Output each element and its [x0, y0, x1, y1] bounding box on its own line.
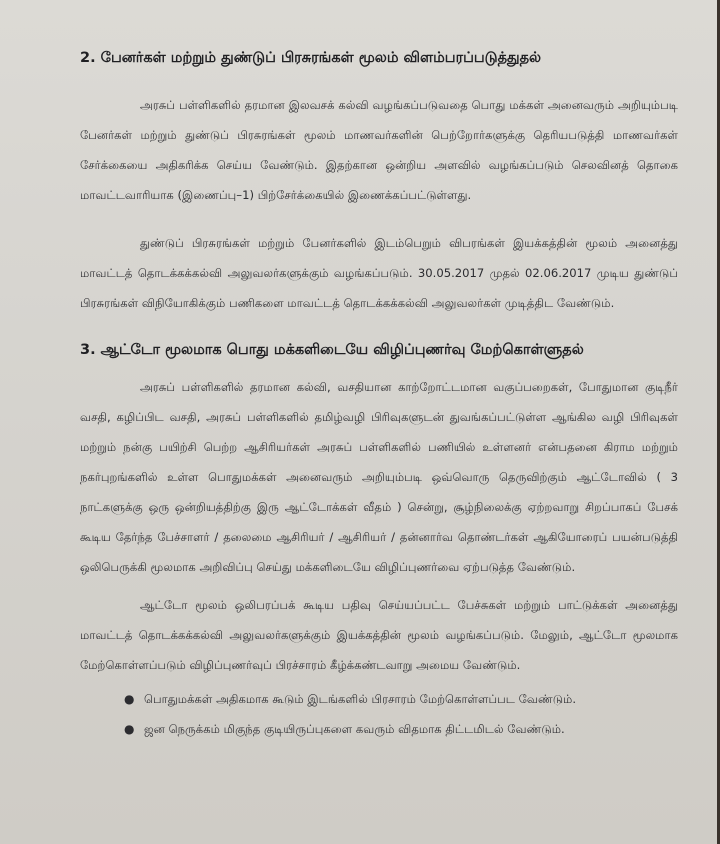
section-3-paragraph-2	[80, 590, 678, 680]
bullet-icon: ●	[124, 692, 135, 706]
list-item	[124, 714, 678, 744]
section-3-paragraph-2-text: ஆட்டோ மூலம் ஒலிபரப்பக் கூடிய பதிவு செய்யப்பட்ட பேச்சுகள் மற்றும் பாட்டுக்கள் அனைத்து மாவட்டத் தொடக்கக்கல்வி அலுவலர்களுக்கும் இயக்கத்தின் மூலம் வழங்கப்படும். மேலும், ஆட்டோ மூலமாக மேற்கொள்ளப்படும் விழிப்புணர்வுப் பிரச்சாரம் கீழ்க்கண்டவாறு அமைய வேண்டும்.	[80, 598, 678, 672]
list-item	[124, 684, 678, 714]
section-2-paragraph-2	[80, 228, 678, 318]
list-item-text: பொதுமக்கள் அதிகமாக கூடும் இடங்களில் பிரசாரம் மேற்கொள்ளப்பட வேண்டும்.	[144, 692, 577, 706]
list-item-text: ஜன நெருக்கம் மிகுந்த குடியிருப்புகளை கவரும் விதமாக திட்டமிடல் வேண்டும்.	[144, 722, 565, 736]
section-3-heading: 3. ஆட்டோ மூலமாக பொது மக்களிடையே விழிப்புணர்வு மேற்கொள்ளுதல்	[80, 342, 584, 358]
section-2-heading: 2. பேனர்கள் மற்றும் துண்டுப் பிரசுரங்கள் மூலம் விளம்பரப்படுத்துதல்	[80, 50, 542, 66]
section-3-paragraph-1	[80, 372, 678, 582]
section-2-paragraph-1-text: அரசுப் பள்ளிகளில் தரமான இலவசக் கல்வி வழங்கப்படுவதை பொது மக்கள் அனைவரும் அறியும்படி பேனர்கள் மற்றும் துண்டுப் பிரசுரங்கள் மூலம் மாணவர்களின் பெற்றோர்களுக்கு தெரியபடுத்தி மாணவர்கள் சேர்க்கையை அதிகரிக்க செய்ய வேண்டும். இதற்கான ஒன்றிய அளவில் வழங்கப்படும் செலவினத் தொகை மாவட்டவாரியாக (இணைப்பு–1) பிற்சேர்க்கையில் இணைக்கப்பட்டுள்ளது.	[80, 98, 678, 202]
section-2-paragraph-1	[80, 90, 678, 210]
section-3-paragraph-1-text: அரசுப் பள்ளிகளில் தரமான கல்வி, வசதியான காற்றோட்டமான வகுப்பறைகள், போதுமான குடிநீர் வசதி, கழிப்பிட வசதி, அரசுப் பள்ளிகளில் தமிழ்வழி பிரிவுகளுடன் துவங்கப்பட்டுள்ள ஆங்கில வழி பிரிவுகள் மற்றும் நன்கு பயிற்சி பெற்ற ஆசிரியர்கள் அரசுப் பள்ளிகளில் பணியில் உள்ளனர் என்பதனை கிராம மற்றும் நகர்புறங்களில் உள்ள பொதுமக்கள் அனைவரும் அறியும்படி ஒவ்வொரு தெருவிற்கும் ஆட்டோவில் ( 3 நாட்களுக்கு ஒரு ஒன்றியத்திற்கு இரு ஆட்டோக்கள் வீதம் ) சென்று, சூழ்நிலைக்கு ஏற்றவாறு சிறப்பாகப் பேசக் கூடிய தேர்ந்த பேச்சாளர் / தலைமை ஆசிரியர் / ஆசிரியர் / தன்னார்வ தொண்டர்கள் ஆகியோரைப் பயன்படுத்தி ஒலிபெருக்கி மூலமாக அறிவிப்பு செய்து மக்களிடையே விழிப்புணர்வை ஏற்படுத்த வேண்டும்.	[80, 380, 678, 574]
section-2-paragraph-2-text: துண்டுப் பிரசுரங்கள் மற்றும் பேனர்களில் இடம்பெறும் விபரங்கள் இயக்கத்தின் மூலம் அனைத்து மாவட்டத் தொடக்கக்கல்வி அலுவலர்களுக்கும் வழங்கப்படும். 30.05.2017 முதல் 02.06.2017 முடிய துண்டுப் பிரசுரங்கள் விநியோகிக்கும் பணிகளை மாவட்டத் தொடக்கக்கல்வி அலுவலர்கள் முடித்திட வேண்டும்.	[80, 236, 678, 310]
bullet-icon: ●	[124, 722, 135, 736]
bullet-list	[80, 684, 678, 744]
